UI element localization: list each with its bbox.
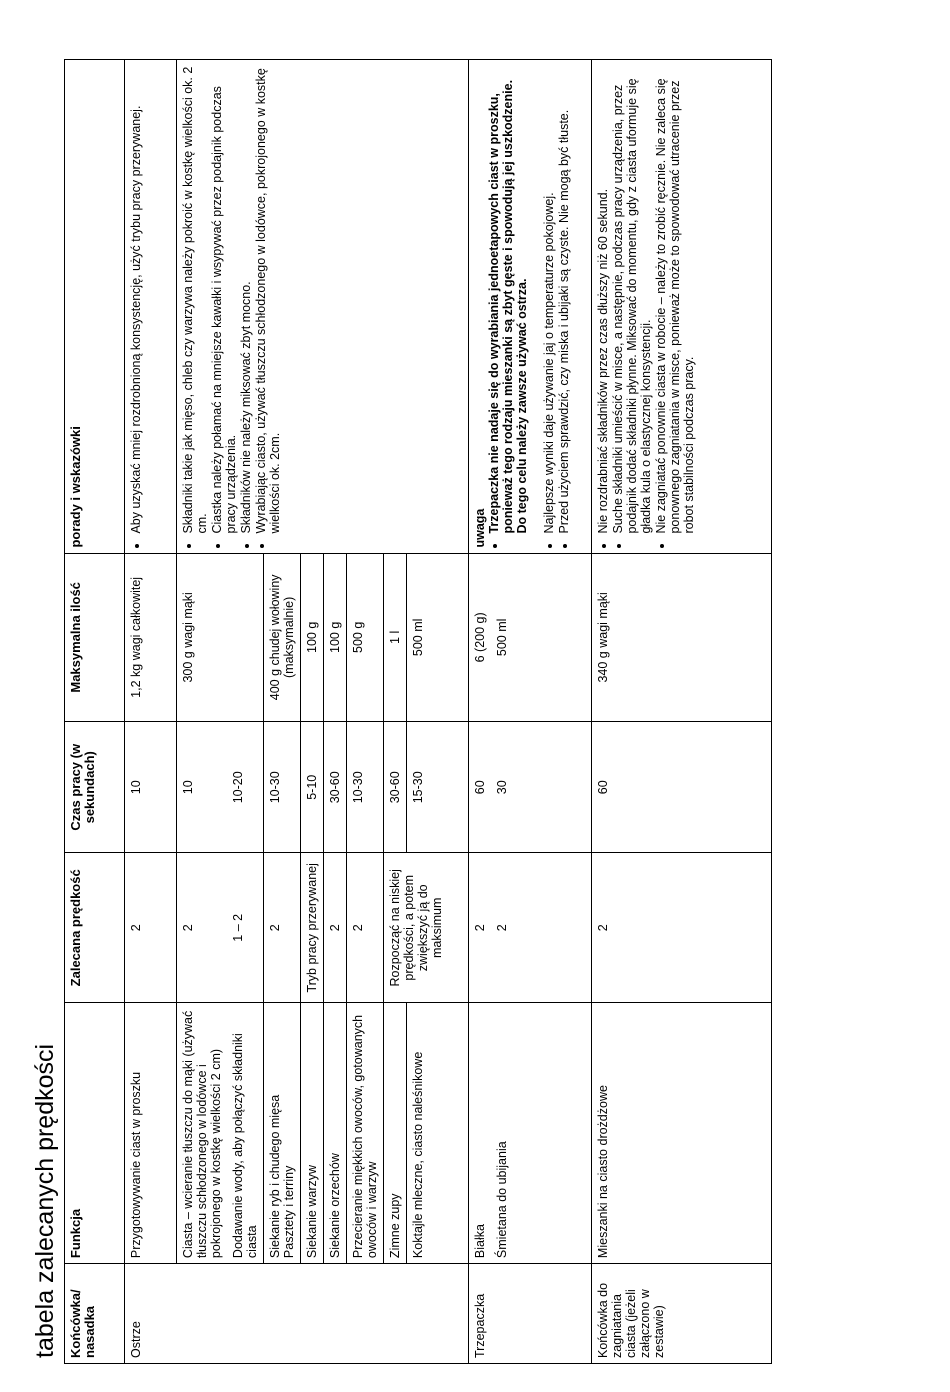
max-cell: 500 ml [407,553,469,722]
tips-cell [125,60,177,554]
tip-item: • Suche składniki umieścić w misce, a następnie, podczas pracy urządzenia, przez podajnik dodać składniki płynne. Miksować do momentu, gdy z ciasta uformuje się gładka kula o elastycznej konsystencji. [611,65,653,534]
function-cell: Białka [469,1003,492,1264]
function-cell: Siekanie warzyw [301,1003,324,1264]
speed-cell: 2 [591,853,771,1003]
header-speed: Zalecana prędkość [65,853,125,1003]
function-cell [264,1003,301,1264]
max-cell: 1 l [384,553,407,722]
tip-item: • Nie rozdrabniać składników przez czas dłuższy niż 60 sekund. [596,65,610,534]
max-cell: 100 g [324,553,347,722]
time-cell: 10 [125,722,177,853]
tip-item: • Wyrabiając ciasto, używać tłuszczu schłodzonego w lodówce, pokrojonego w kostkę wielkości ok. 2cm. [254,65,282,534]
max-cell: 400 g chudej wołowiny (maksymalnie) [264,553,301,722]
time-cell: 10 [177,722,228,853]
max-cell: 300 g wagi mąki [177,553,264,722]
speed-cell: 2 [125,853,177,1003]
header-function: Funkcja [65,1003,125,1264]
function-cell: Przecieranie miękkich owoców, gotowanych owoców i warzyw [347,1003,384,1264]
table-row [125,60,177,1364]
page-title: tabela zalecanych prędkości [31,1043,59,1358]
tips-cell [469,60,592,554]
max-cell: 1,2 kg wagi całkowitej [125,553,177,722]
table-row [469,60,492,1364]
function-cell: Ciasta – wcieranie tłuszczu do mąki (używać tłuszczu schłodzonego w lodówce i pokrojonego w kostkę wielkości 2 cm) [177,1003,228,1264]
header-attachment: Końcówka/ nasadka [65,1264,125,1364]
speed-table [64,59,772,1364]
max-cell: 500 g [347,553,384,722]
header-max: Maksymalna ilość [65,553,125,722]
time-cell: 10-20 [227,722,264,853]
time-cell: 60 [591,722,771,853]
tip-item: • Trzepaczka nie nadaje się do wyrabiania jednoetapowych ciast w proszku, ponieważ tego rodzaju mieszanki są zbyt gęste i spowodują jej uszkodzenie. Do tego celu należy zawsze używać ostrza. [487,65,529,534]
speed-cell: 2 [469,853,492,1003]
speed-cell: 1 – 2 [227,853,264,1003]
tip-item: • Składniki takie jak mięso, chleb czy warzywa należy pokroić w kostkę wielkości ok. 2 cm. [181,65,209,534]
time-cell: 30 [491,722,591,853]
function-cell: Mieszanki na ciasto drożdżowe [591,1003,771,1264]
speed-cell: Tryb pracy przerywanej [301,853,324,1003]
tip-item: • Przed użyciem sprawdzić, czy miska i ubijaki są czyste. Nie mogą być tłuste. [557,65,571,534]
time-cell: 60 [469,722,492,853]
rotated-page [29,59,864,1364]
header-tips: porady i wskazówki [65,60,125,554]
header-row [65,60,125,1364]
speed-cell: 2 [324,853,347,1003]
function-cell: Siekanie orzechów [324,1003,347,1264]
time-cell: 30-60 [324,722,347,853]
tips-cell [591,60,771,554]
table-row [177,60,228,1364]
tip-item: • Nie zagniatać ponownie ciasta w robocie – należy to zrobić ręcznie. Nie zaleca się ponownego zagniatania w misce, ponieważ może to spowodować utracenie przez robot stabilności podczas pracy. [654,65,696,534]
tip-item: • Ciastka należy połamać na mniejsze kawałki i wsypywać przez podajnik podczas pracy urządzenia. [210,65,238,534]
tip-item: • Aby uzyskać mniej rozdrobnioną konsystencję, użyć trybu pracy przerywanej. [129,65,143,534]
max-cell: 340 g wagi mąki [591,553,771,722]
function-cell: Koktajle mleczne, ciasto naleśnikowe [407,1003,469,1264]
function-cell: Śmietana do ubijania [491,1003,591,1264]
max-cell: 100 g [301,553,324,722]
table-row [591,60,771,1364]
function-cell: Dodawanie wody, aby połączyć składniki ciasta [227,1003,264,1264]
function-line: Siekanie ryb i chudego mięsa [268,1094,282,1259]
attachment-dough: Końcówka do zagniatania ciasta (jeżeli załączono w zestawie) [591,1264,771,1364]
function-cell: Zimne zupy [384,1003,407,1264]
speed-cell: Rozpocząć na niskiej prędkości, a potem zwiększyć ją do maksimum [384,853,469,1003]
speed-cell: 2 [177,853,228,1003]
time-cell: 5-10 [301,722,324,853]
header-time: Czas pracy (w sekundach) [65,722,125,853]
max-cell: 6 (200 g) [469,553,492,722]
note-label: uwaga [473,508,487,548]
tip-item: • Składników nie należy miksować zbyt mocno. [239,65,253,534]
attachment-whisk: Trzepaczka [469,1264,592,1364]
tip-item: • Najlepsze wyniki daje używanie jaj o temperaturze pokojowej. [542,65,556,534]
speed-cell: 2 [264,853,301,1003]
time-cell: 30-60 [384,722,407,853]
attachment-blade: Ostrze [125,1264,469,1364]
speed-cell: 2 [347,853,384,1003]
time-cell: 10-30 [264,722,301,853]
function-line: Pasztety i terriny [282,1165,296,1259]
max-cell: 500 ml [491,553,591,722]
speed-cell: 2 [491,853,591,1003]
function-cell: Przygotowywanie ciast w proszku [125,1003,177,1264]
tips-cell [177,60,469,554]
time-cell: 15-30 [407,722,469,853]
time-cell: 10-30 [347,722,384,853]
